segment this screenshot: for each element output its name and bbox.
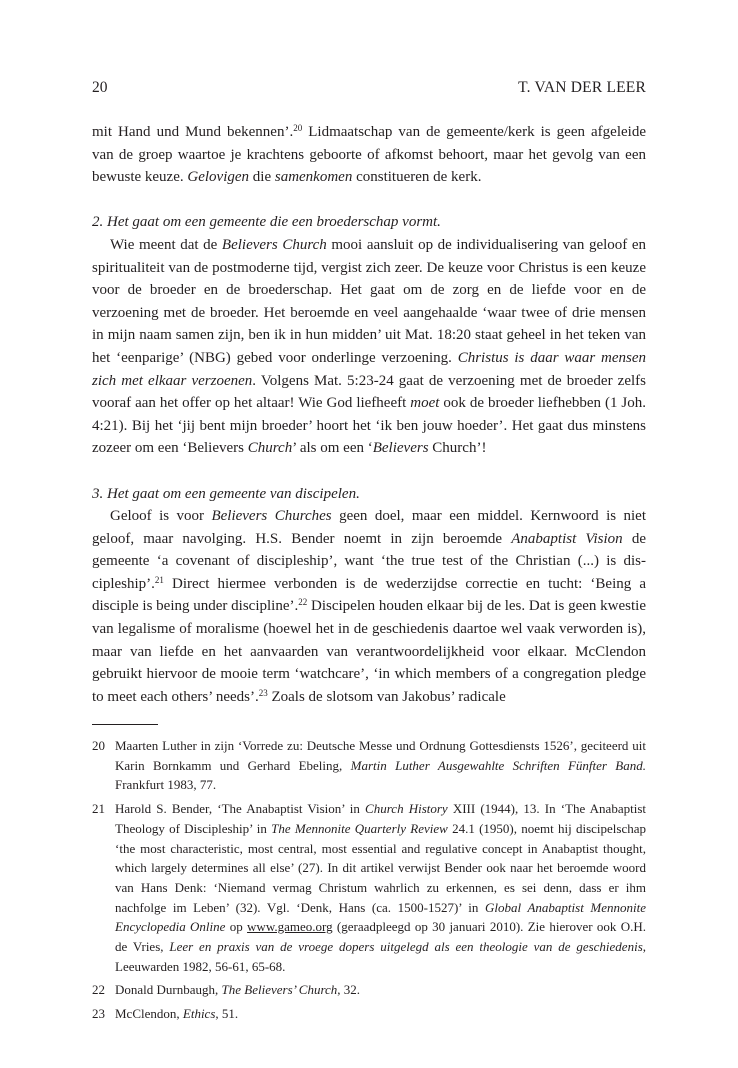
text-run: , Leeuwarden 1982, 56-61, 65-68. <box>115 939 646 974</box>
italic-run: The Mennonite Quarterly Review <box>271 820 448 836</box>
italic-run: Gelovigen <box>187 169 250 186</box>
footnotes <box>92 736 646 1028</box>
italic-run: Global Anabaptist Mennonite Encyclopedia Online <box>115 899 646 935</box>
text-run: ’ als om een ‘ <box>292 440 373 457</box>
spacer <box>92 189 646 212</box>
italic-run: The Believers’ Church <box>221 982 338 998</box>
text-run: mooi aansluit op de individualisering van geloof en spiritualiteit van de postmoderne tijd, vergist zich zeer. De keuze voor Christus is een keuze voor de broeder en de broederschap. Het gaat om de zorg en de liefde voor en de verzoening met de broeder. Het beroemde en veel aangehaalde ‘waar twee of drie mensen in mijn naam samen zijn, ben ik in hun midden’ uit Mat. 18:20 staat geheel in het teken van het ‘eenparige’ (NBG) gebed voor onderlinge verzoening. <box>92 236 647 366</box>
footnote-ref-21[interactable]: 21 <box>154 574 164 585</box>
text-run: Lidmaatschap van de gemeente/kerk is geen afgeleide van de groep waartoe je krachtens geboorte of afkomst behoort, maar het gevolg van een bewuste keuze. <box>92 124 646 186</box>
footnote-separator <box>92 724 158 725</box>
italic-run: Anabaptist Vision <box>511 530 623 547</box>
footnote-ref-20[interactable]: 20 <box>293 123 303 133</box>
running-title: T. VAN DER LEER <box>518 79 646 96</box>
text-run: Donald Durnbaugh, <box>115 982 222 998</box>
italic-run: Church <box>247 440 293 457</box>
italic-run: moet <box>410 395 440 412</box>
text-run: Frankfurt 1983, 77. <box>115 777 217 793</box>
text-run: Geloof is voor <box>110 508 212 525</box>
section-3-paragraph <box>92 505 646 708</box>
text-run: de gemeente ‘a covenant of discipleship’, want ‘the true test of the Christian (...) is discipleship’. <box>92 530 646 592</box>
text-run: die <box>249 169 275 186</box>
text-run: Church’! <box>428 440 487 457</box>
text-run: ook de broeder liefhebben (1 Joh. 4:21). Bij het ‘jij bent mijn broeder’ hoort het ‘ik ben jouw hoeder’. Het gaat dus minstens zozeer om een ‘Believers <box>92 395 646 457</box>
italic-run: Believers <box>372 440 429 457</box>
gameo-link[interactable]: www.gameo.org <box>247 919 333 935</box>
text-run: XIII (1944), 13. In ‘The Anabaptist Theology of Discipleship’ in <box>115 801 646 836</box>
footnote-number: 23 <box>92 1006 105 1022</box>
page-number: 20 <box>92 79 108 96</box>
text-run: constitueren de kerk. <box>352 169 482 186</box>
section-3-heading: 3. Het gaat om een gemeente van discipelen. <box>92 485 360 502</box>
spacer <box>92 460 646 483</box>
text-run: Zoals de slotsom van Jakobus’ radicale <box>267 688 506 705</box>
footnote-number: 20 <box>92 738 105 753</box>
italic-run: Church History <box>365 801 448 817</box>
italic-run: Believers Church <box>221 236 327 253</box>
text-run: Harold S. Bender, ‘The Anabaptist Vision’ in <box>115 801 366 817</box>
text-run: . Volgens Mat. 5:23-24 gaat de verzoening met de broeder zelfs vooraf aan het offer op het altaar! Wie God liefheeft <box>92 372 646 412</box>
footnote-22 <box>92 980 646 1000</box>
footnote-23 <box>92 1004 646 1024</box>
italic-run: Christus is daar waar mensen zich met elkaar verzoenen <box>92 349 647 389</box>
italic-run: Ethics <box>182 1006 216 1022</box>
text-run: geen doel, maar een middel. Kernwoord is niet geloof, maar navolging. H.S. Bender noemt in zijn beroemde <box>92 508 647 547</box>
footnote-number: 21 <box>92 801 105 817</box>
text-run: op <box>225 919 248 935</box>
footnote-20 <box>92 736 646 795</box>
text-run: , 51. <box>215 1006 239 1022</box>
italic-run: Believers Churches <box>211 508 332 525</box>
section-2-paragraph <box>92 234 646 460</box>
footnote-number: 22 <box>92 982 105 998</box>
italic-run: samenkomen <box>274 169 353 186</box>
body-text <box>92 121 646 708</box>
italic-run: Martin Luther Ausgewahlte Schriften Fünfter Band. <box>350 757 646 773</box>
text-run: (geraadpleegd op 30 januari 2010). Zie hierover ook O.H. de Vries, <box>115 919 647 955</box>
text-run: McClendon, <box>115 1006 183 1022</box>
section-2-heading: 2. Het gaat om een gemeente die een broederschap vormt. <box>92 214 441 231</box>
footnote-21 <box>92 799 646 976</box>
italic-run: Leer en praxis van de vroege dopers uitgelegd als een theologie van de geschiedenis <box>169 939 643 955</box>
text-run: Direct hiermee verbonden is de wederzijdse correctie en tucht: ‘Being a disciple is being under discipline’. <box>92 575 646 615</box>
text-run: Wie meent dat de <box>110 236 222 253</box>
footnote-ref-22[interactable]: 22 <box>298 597 308 608</box>
text-run: , 32. <box>337 982 361 998</box>
text-run: Maarten Luther in zijn ‘Vorrede zu: Deutsche Messe und Ordnung Gottesdiensts 1526’, geciteerd uit Karin Bornkamm und Gerhard Ebeling, <box>115 738 646 773</box>
text-run: mit Hand und Mund bekennen’. <box>92 124 294 140</box>
text-run: 24.1 (1950), noemt hij discipelschap ‘the most characteristic, most central, most essential and regulative concept in Anabaptist thought, which largely determines all else’ (27). In dit artikel verwijst Bender ook naar het beroemde woord van Hans Denk: ‘Niemand vermag Christum wahrlich zu erkennen, es sei denn, dass er ihm nachfolge im Leben’ (32). Vgl. ‘Denk, Hans (ca. 1500-1527)’ in <box>115 820 646 915</box>
text-run: Discipelen houden elkaar bij de les. Dat is geen kwestie van legalisme of moralisme (hoewel het in de geschiedenis daartoe wel vaak verworden is), maar van liefde en het aanvaarden van verantwoordelijkheid voor elkaar. McClendon gebruikt hiervoor de mooie term ‘watchcare’, ‘in which members of a congregation pledge to meet each others’ needs’. <box>92 598 646 705</box>
footnote-ref-23[interactable]: 23 <box>258 687 268 698</box>
paragraph-1 <box>92 121 646 189</box>
